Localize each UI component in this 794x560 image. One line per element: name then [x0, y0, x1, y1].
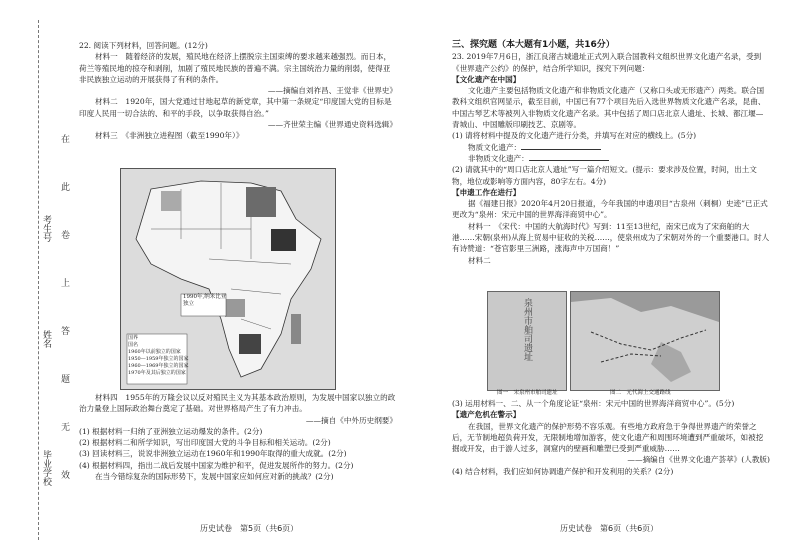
- page-footer-right: 历史试卷 第6页（共6页）: [560, 524, 659, 533]
- seal-char: 此: [61, 183, 71, 193]
- material-2: 材料二 1920年，国大党通过甘地起草的新党章，其中第一条规定“印度国大党的目标是印度人民用一切合法的、和平的手段，以争取获得自治。”: [79, 97, 392, 118]
- map-annotation: 1990年,纳米比亚独立: [183, 294, 227, 307]
- photo-caption-2: 图二 元代海上交通路线: [610, 390, 671, 396]
- seal-char: 卷: [61, 231, 71, 241]
- answer-line-material: [452, 142, 770, 153]
- name-label: 姓名: [41, 330, 51, 348]
- seal-char: 上: [61, 279, 71, 289]
- sub-question-2: (2) 根据材料二和所学知识，写出印度国大党的斗争目标和相关运动。(2分): [79, 438, 331, 448]
- sub-question-3: (3) 回读材料三，说说非洲独立运动在1960年和1990年取得的重大成就。(2分): [79, 449, 347, 459]
- right-column: [452, 40, 770, 266]
- seal-char: 效: [61, 471, 71, 481]
- sub-question-5: 在当今错综复杂的国际形势下，发展中国家应如何应对新的挑战？(2分): [95, 472, 334, 482]
- legend-item: 国名: [128, 342, 139, 348]
- seal-char: 在: [61, 135, 71, 145]
- material-1: 材料一 随着经济的发展，殖民地在经济上摆脱宗主国束缚的要求越来越强烈。而日本，荷兰等殖民地的掠夺和剥削，加剧了殖民地民族的普遍不满。宗主国统治力量的削弱，使得亚非民族独立运动的开展获得了有利的条件。: [79, 52, 392, 84]
- material-3-label: 材料三 《非洲独立进程图（截至1990年）》: [95, 131, 244, 141]
- question-22-title: 22. 阅读下列材料，回答问题。(12分): [79, 41, 208, 50]
- page-footer-left: 历史试卷 第5页（共6页）: [200, 524, 299, 533]
- answer-label-intangible: 非物质文化遗产：: [468, 153, 529, 163]
- photo-inscription: 泉州市舶司遗址: [522, 298, 532, 361]
- topic-heading-2: 【申遗工作在进行】: [452, 187, 521, 197]
- seal-char: 题: [61, 375, 71, 385]
- legend-item: 1960年以前独立的国家: [128, 349, 181, 355]
- left-column: [79, 40, 397, 142]
- topic-1-text: 文化遗产主要包括物质文化遗产和非物质文化遗产（又称口头或无形遗产）两类。联合国教科文组织官网显示，截至目前，中国已有77个项目先后入选世界物质文化遗产名录，昆曲、中国古琴艺术等被列入非物质文化遗产名录。其中包括了周口店北京人遗址、长城、都江堰—青城山、中国雕版印刷技艺、京剧等。: [452, 86, 766, 130]
- reading-material-1: 材料一 《宋代：中国的大航海时代》写到：11至13世纪，南宋已成为了宋商舶的大港……宋朝(泉州)从海上贸易中征收的关税……，使泉州成为了宋朝对外的一个重要港口。时人有诗赞道：“苍官影里三洲路，涨海声中万国商！”: [452, 221, 770, 254]
- answer-blank[interactable]: [521, 149, 601, 150]
- left-column-lower: [79, 392, 397, 482]
- legend-item: 国界: [128, 335, 139, 341]
- seal-char: 无: [61, 423, 71, 433]
- section-title: 三、探究题（本大题有1小题，共16分）: [452, 40, 615, 50]
- material-4-source: ——摘自《中外历史纲要》: [305, 415, 397, 425]
- sub-question-1: (1) 根据材料一归纳了亚洲独立运动爆发的条件。(2分): [79, 426, 263, 436]
- legend-item: 1950—1959年独立的国家: [128, 356, 189, 362]
- school-label: 毕业学校: [41, 450, 51, 486]
- map-legend: [128, 335, 192, 377]
- sub-question-23-1: (1) 请将材料中提及的文化遗产进行分类，并填写在对应的横线上。(5分): [452, 131, 697, 141]
- answer-blank[interactable]: [529, 160, 609, 161]
- sea-route-graphic: [571, 292, 719, 390]
- shipping-office-site-photo: [487, 291, 567, 391]
- legend-item: 1960—1969年独立的国家: [128, 363, 189, 369]
- material-1-source: ——摘编自刘祚昌、王觉非《世界史》: [267, 86, 397, 96]
- legend-item: 1970年及其后独立的国家: [128, 370, 186, 376]
- right-column-lower: [452, 398, 770, 477]
- reading-material-2-label: 材料二: [468, 255, 491, 265]
- exam-id-label: 考生号: [41, 215, 51, 242]
- seal-char: 答: [61, 327, 71, 337]
- question-23-title: 23. 2019年7月6日，浙江良渚古城遗址正式列入联合国教科文组织世界文化遗产名录，受到《世界遗产公约》的保护，结合所学知识，探究下列问题：: [452, 52, 762, 73]
- sub-question-23-4: (4) 结合材料，我们应如何协调遗产保护和开发利用的关系？(2分): [452, 466, 674, 476]
- topic-2-text: 据《福建日报》2020年4月20日报道，今年我国的申遗项目“古泉州（刺桐）史迹”已正式更改为“泉州：宋元中国的世界海洋商贸中心”。: [452, 199, 768, 220]
- material-4: 材料四 1955年的万隆会议以反对殖民主义为其基本政治原则，为发展中国家以独立的政治力量登上国际政治舞台奠定了基础。对世界格局产生了有力冲击。: [79, 393, 396, 414]
- sub-question-4: (4) 根据材料四，指出二战后发展中国家为维护和平，促进发展所作的努力。(2分): [79, 460, 354, 470]
- topic-3-source: ——摘编自《世界文化遗产荟萃》(人教版): [627, 455, 770, 465]
- answer-label-material: 物质文化遗产：: [468, 142, 522, 152]
- sub-question-23-3: (3) 运用材料一、二、从一个角度论证“泉州：宋元中国的世界海洋商贸中心”。(5分): [452, 399, 735, 408]
- sub-question-23-2: (2) 请就其中的“周口店北京人遗址”写一篇介绍短文。(提示：要求涉及位置，时间，出土文物，地位或影响等方面内容，80字左右。4分): [452, 165, 757, 186]
- topic-heading-1: 【文化遗产在中国】: [452, 74, 521, 84]
- yuan-sea-route-map: [570, 291, 720, 391]
- answer-line-intangible: [452, 153, 770, 164]
- photo-caption-1: 图一 宋泉州市舶司遗址: [497, 390, 558, 396]
- topic-3-text: 在我国，世界文化遗产的保护形势不容乐观。有些地方政府急于争得世界遗产的荣誉之后，无节制地超负荷开发，无限制地增加游客，使文化遗产和周围环境遭到严重破坏，如被挖掘或开发，由于游人过多，洞窟内的壁画和雕塑已受到严重威胁……: [452, 421, 764, 454]
- material-2-source: ——齐世荣主编《世界通史资料选辑》: [267, 120, 397, 130]
- topic-heading-3: 【遗产危机在警示】: [452, 410, 521, 420]
